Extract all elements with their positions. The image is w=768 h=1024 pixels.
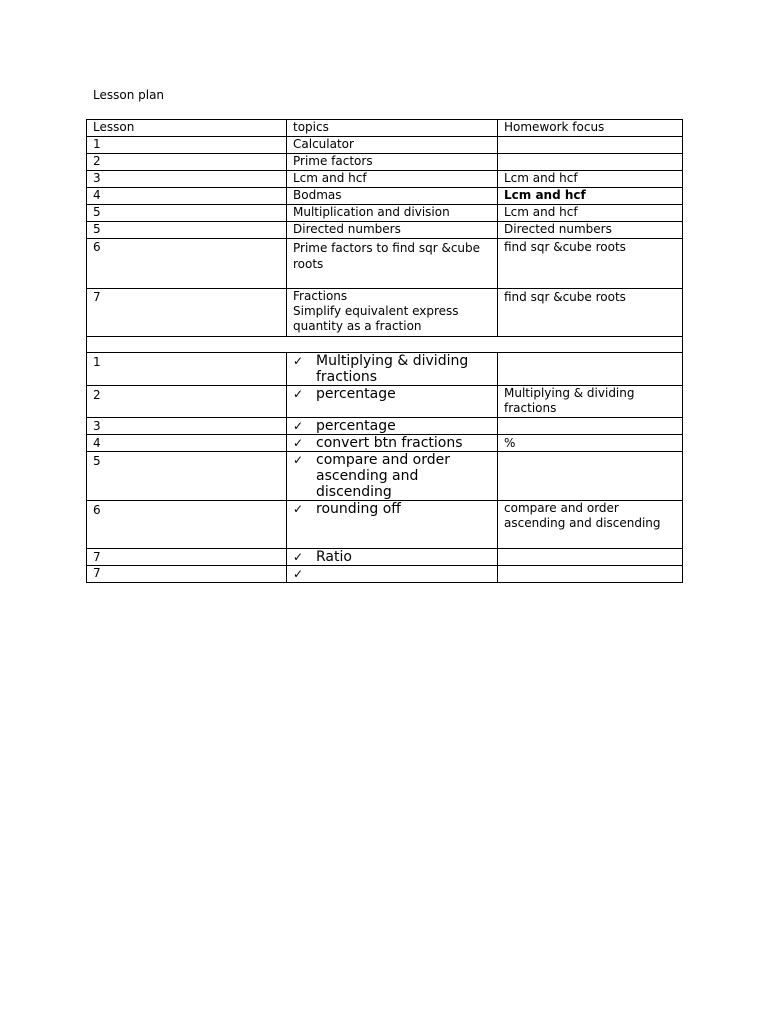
table-row [87,418,683,435]
homework-cell: Lcm and hcf [498,205,683,222]
lesson-cell: 5 [87,452,287,501]
topic-cell: Multiplication and division [287,205,498,222]
table-row [87,501,683,549]
topic-text: percentage [316,418,396,434]
table-row [87,222,683,239]
topic-text: Multiplying & dividing fractions [316,353,469,385]
check-icon: ✓ [293,419,304,433]
lesson-cell: 3 [87,171,287,188]
table-row [87,137,683,154]
topic-cell [287,418,498,435]
table-row [87,566,683,583]
topic-line: quantity as a fraction [293,319,422,333]
topic-text: percentage [316,386,396,402]
table-row [87,188,683,205]
lesson-cell: 1 [87,353,287,386]
topic-cell: Lcm and hcf [287,171,498,188]
homework-cell [498,566,683,583]
homework-cell [498,549,683,566]
homework-cell: find sqr &cube roots [498,239,683,289]
topic-cell [287,435,498,452]
topic-cell [287,549,498,566]
topic-cell: Prime factors to find sqr &cube roots [287,239,498,289]
topic-cell: Directed numbers [287,222,498,239]
lesson-cell: 4 [87,188,287,205]
topic-cell [287,353,498,386]
check-icon: ✓ [293,436,304,450]
header-lesson: Lesson [87,120,287,137]
topic-text: rounding off [316,501,401,517]
document-title: Lesson plan [93,88,165,102]
homework-cell: Multiplying & dividing fractions [498,386,683,418]
lesson-cell: 2 [87,154,287,171]
homework-cell [498,154,683,171]
lesson-cell: 5 [87,205,287,222]
table-row [87,386,683,418]
check-icon: ✓ [293,453,304,467]
topic-cell [287,452,498,501]
lesson-cell: 7 [87,549,287,566]
homework-cell [498,353,683,386]
lesson-cell: 4 [87,435,287,452]
lesson-cell: 7 [87,566,287,583]
spacer-cell [87,337,683,353]
table-row [87,171,683,188]
check-icon: ✓ [293,550,304,564]
table-row [87,239,683,289]
table-row [87,154,683,171]
topic-cell: Calculator [287,137,498,154]
lesson-cell: 6 [87,239,287,289]
topic-text: convert btn fractions [316,435,463,451]
table-row [87,353,683,386]
lesson-plan-table [86,119,683,583]
table-row [87,435,683,452]
table-spacer-row [87,337,683,353]
topic-cell: Bodmas [287,188,498,205]
check-icon: ✓ [293,567,304,581]
topic-line: Fractions [293,289,348,303]
lesson-cell: 1 [87,137,287,154]
topic-cell [287,501,498,549]
homework-cell: Lcm and hcf [498,188,683,205]
topic-cell [287,289,498,337]
table-row [87,549,683,566]
table-header-row [87,120,683,137]
homework-cell: Directed numbers [498,222,683,239]
topic-text: compare and order ascending and discending [316,452,450,500]
header-topics: topics [287,120,498,137]
check-icon: ✓ [293,354,304,368]
homework-cell: Lcm and hcf [498,171,683,188]
table-row [87,205,683,222]
lesson-cell: 2 [87,386,287,418]
topic-cell [287,566,498,583]
homework-cell: find sqr &cube roots [498,289,683,337]
topic-cell [287,386,498,418]
header-homework: Homework focus [498,120,683,137]
lesson-cell: 3 [87,418,287,435]
table-row [87,452,683,501]
homework-cell: % [498,435,683,452]
lesson-cell: 6 [87,501,287,549]
check-icon: ✓ [293,387,304,401]
lesson-cell: 7 [87,289,287,337]
topic-line: Simplify equivalent express [293,304,459,318]
lesson-cell: 5 [87,222,287,239]
table-row [87,289,683,337]
homework-cell: compare and order ascending and discending [498,501,683,549]
homework-cell [498,452,683,501]
topic-text: Ratio [316,549,352,565]
topic-cell: Prime factors [287,154,498,171]
homework-cell [498,137,683,154]
homework-cell [498,418,683,435]
check-icon: ✓ [293,502,304,516]
